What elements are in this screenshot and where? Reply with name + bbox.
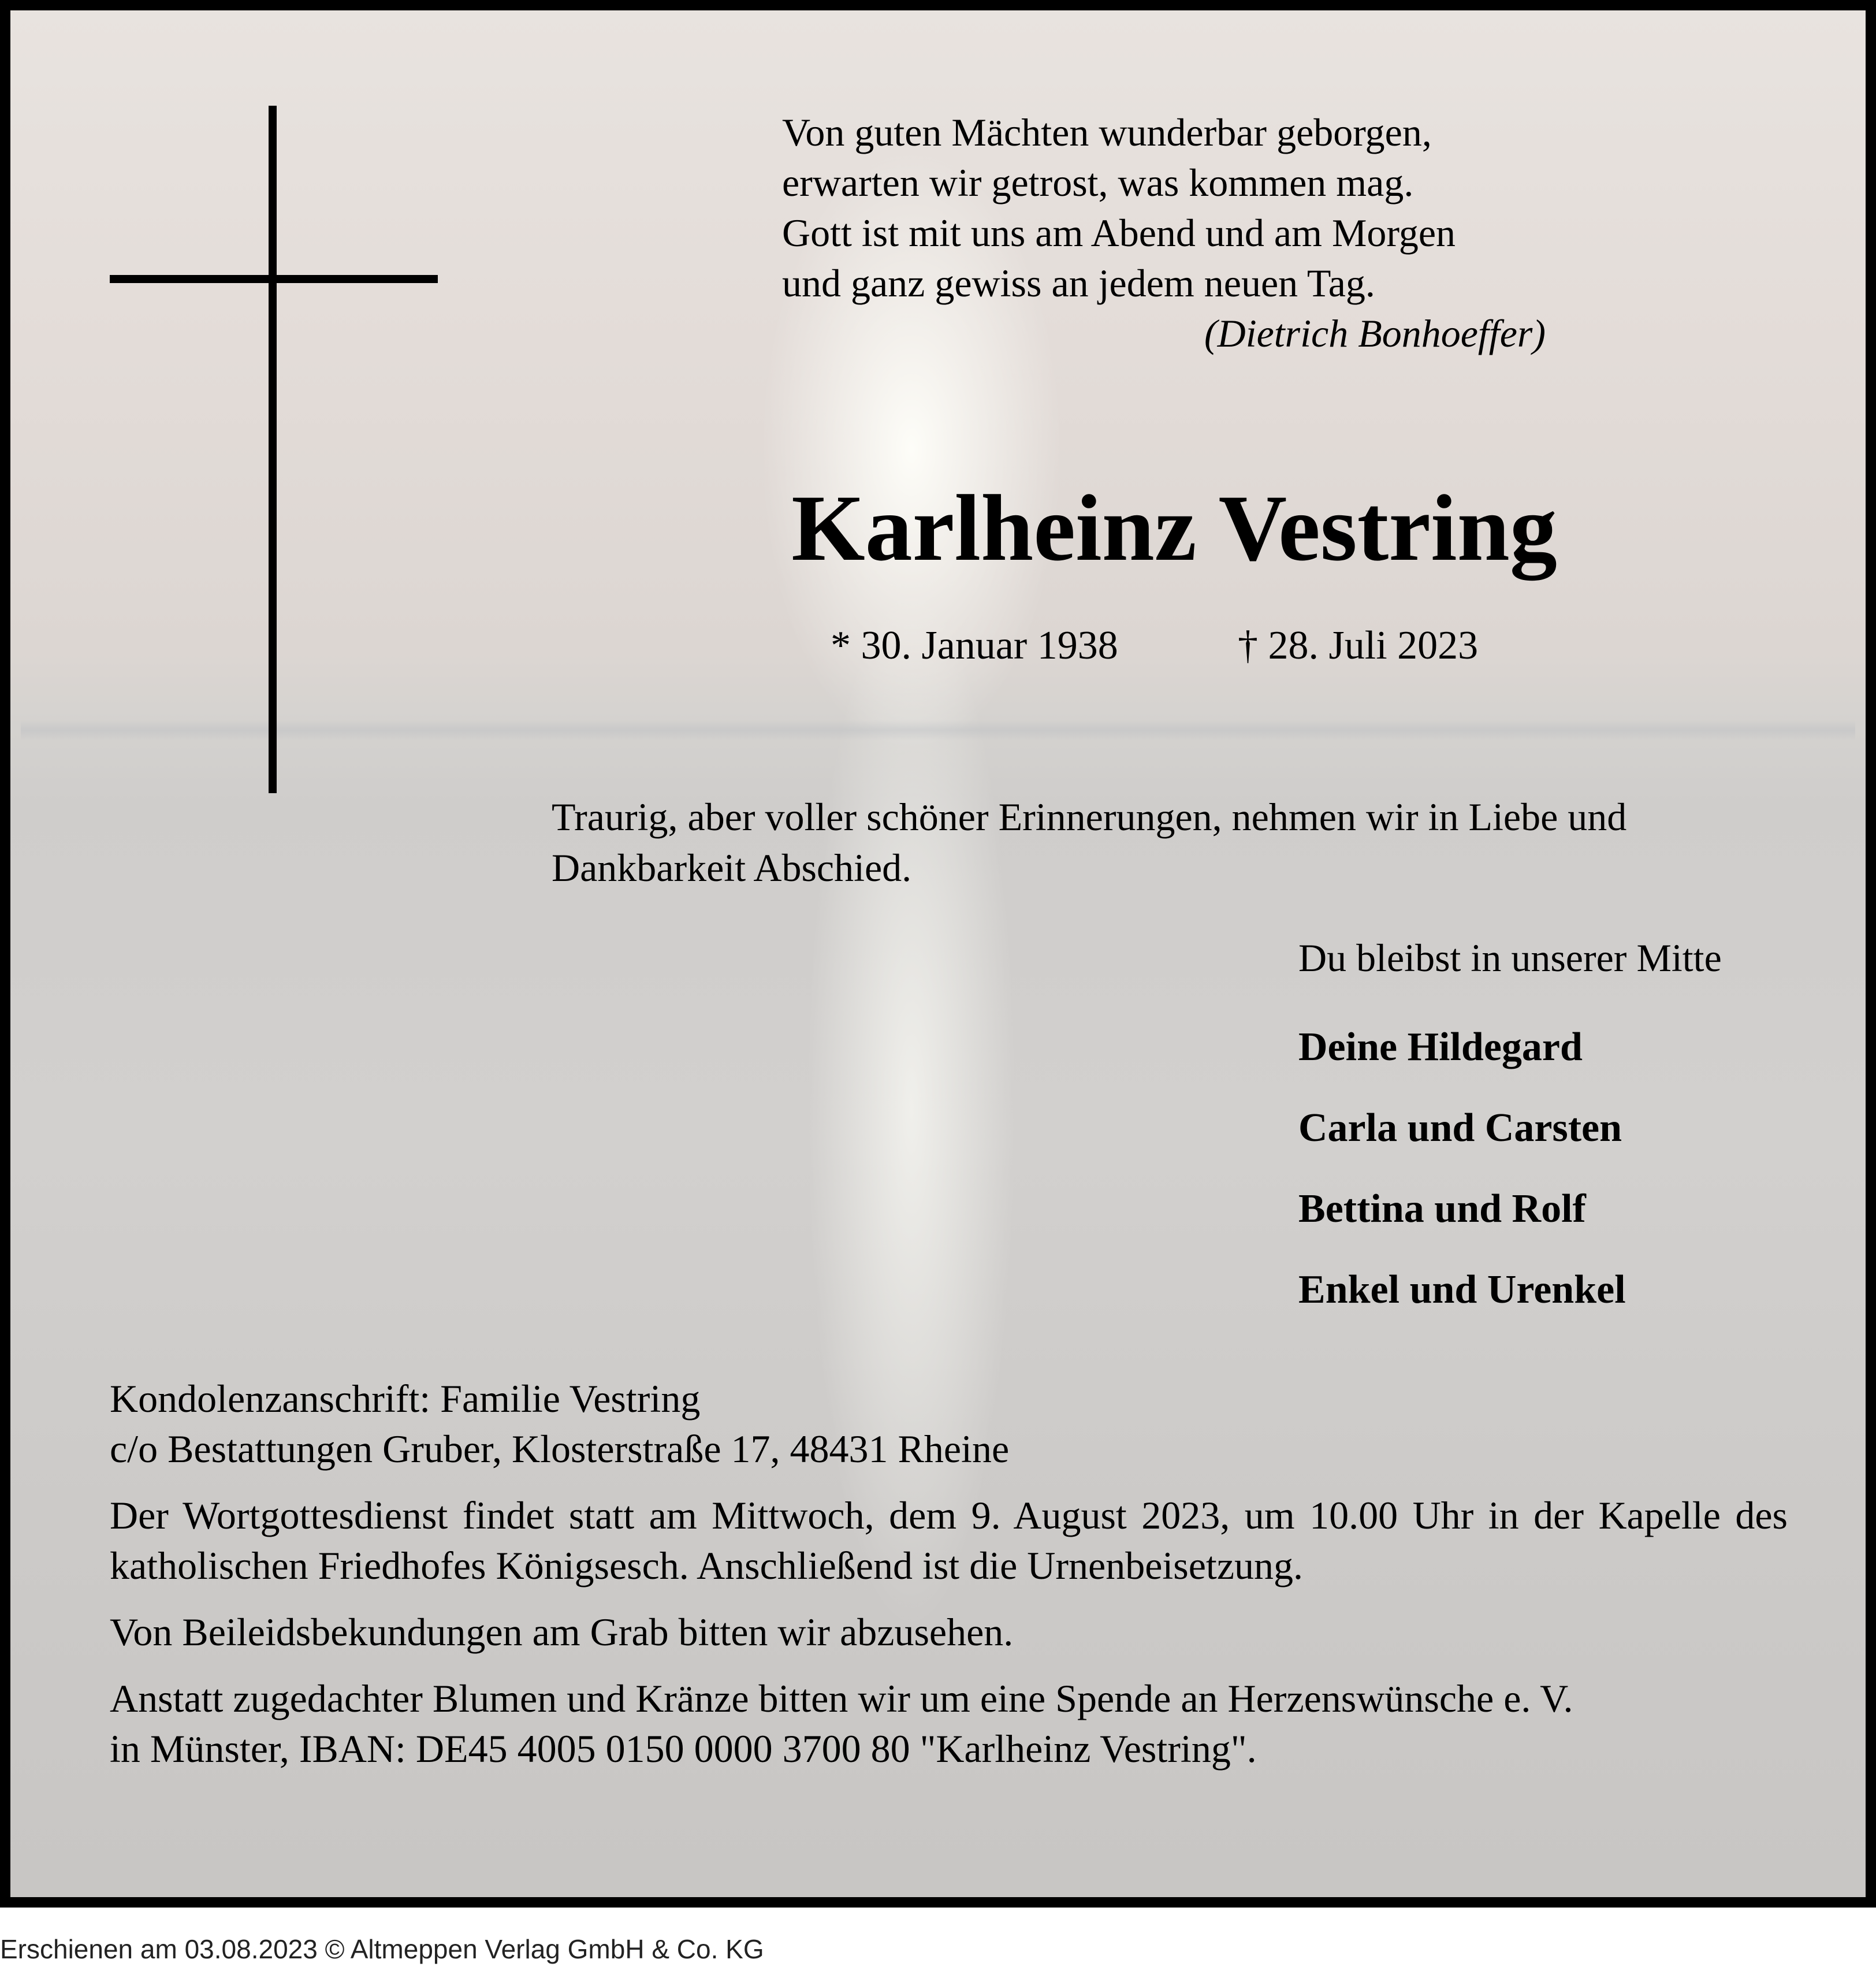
farewell-text bbox=[552, 791, 1788, 893]
cross-icon-horizontal bbox=[110, 275, 438, 283]
quote-line: Gott ist mit uns am Abend und am Morgen bbox=[782, 211, 1456, 255]
quote-line: erwarten wir getrost, was kommen mag. bbox=[782, 161, 1414, 205]
quote-line: Von guten Mächten wunderbar geborgen, bbox=[782, 110, 1432, 154]
birth-date: * 30. Januar 1938 bbox=[831, 623, 1118, 668]
no-condolences-notice: Von Beileidsbekundungen am Grab bitten wir abzusehen. bbox=[110, 1610, 1014, 1654]
condolence-line: Kondolenzanschrift: Familie Vestring bbox=[110, 1377, 701, 1421]
motto: Du bleibst in unserer Mitte bbox=[1298, 936, 1722, 980]
publication-footer: Erschienen am 03.08.2023 © Altmeppen Verlag GmbH & Co. KG bbox=[0, 1934, 764, 1964]
family-member: Enkel und Urenkel bbox=[1298, 1267, 1626, 1312]
bonhoeffer-quote bbox=[782, 107, 1546, 359]
condolence-line: c/o Bestattungen Gruber, Klosterstraße 17, 48431 Rheine bbox=[110, 1427, 1010, 1471]
farewell-line: Dankbarkeit Abschied. bbox=[552, 846, 912, 890]
donation-notice bbox=[110, 1674, 1788, 1774]
sea-horizon bbox=[21, 720, 1855, 741]
farewell-line: Traurig, aber voller schöner Erinnerungen, nehmen wir in Liebe und bbox=[552, 795, 1627, 839]
family-list bbox=[1298, 1024, 1626, 1348]
donation-line: Anstatt zugedachter Blumen und Kränze bitten wir um eine Spende an Herzenswünsche e. V. bbox=[110, 1676, 1573, 1720]
family-member: Carla und Carsten bbox=[1298, 1106, 1622, 1150]
condolence-address bbox=[110, 1374, 1788, 1474]
service-notice: Der Wortgottesdienst findet statt am Mittwoch, dem 9. August 2023, um 10.00 Uhr in der Kapelle des katholischen Friedhofes Königsesch. Anschließend ist die Urnenbeisetzung. bbox=[110, 1493, 1788, 1587]
death-date: † 28. Juli 2023 bbox=[1238, 623, 1479, 668]
deceased-name: Karlheinz Vestring bbox=[791, 476, 1557, 581]
notices bbox=[110, 1374, 1788, 1790]
family-member: Deine Hildegard bbox=[1298, 1025, 1583, 1069]
family-member: Bettina und Rolf bbox=[1298, 1187, 1586, 1231]
donation-line: in Münster, IBAN: DE45 4005 0150 0000 3700 80 "Karlheinz Vestring". bbox=[110, 1727, 1257, 1771]
quote-line: und ganz gewiss an jedem neuen Tag. bbox=[782, 261, 1375, 305]
cross-icon-vertical bbox=[269, 106, 277, 793]
quote-author: (Dietrich Bonhoeffer) bbox=[1204, 311, 1546, 355]
